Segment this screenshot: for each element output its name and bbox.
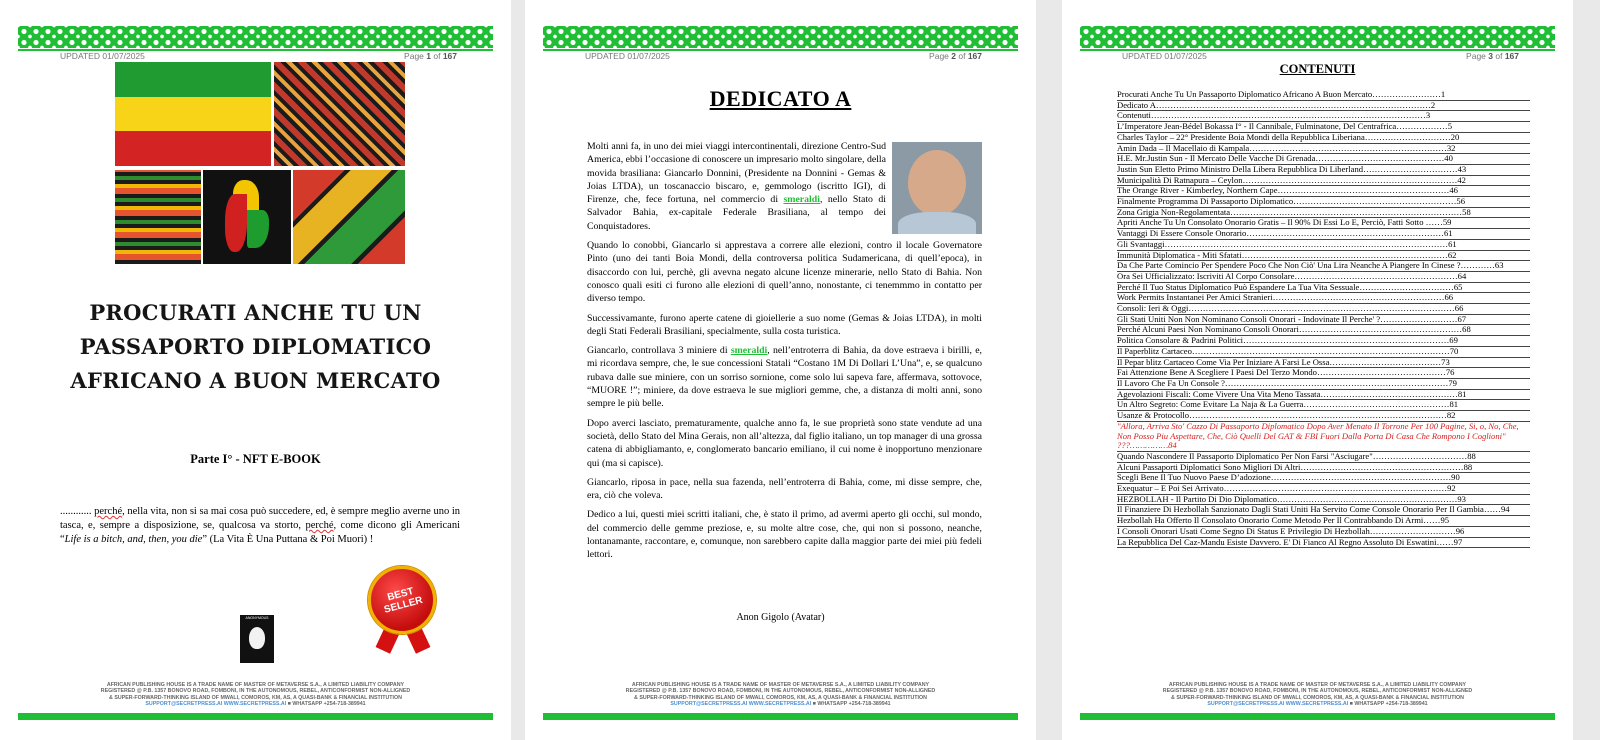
document-page-2	[525, 0, 1036, 740]
paragraph: Dopo averci lasciato, prematuramente, qualche anno fa, le sue proprietà sono state vendute ad una società, dello Stato del Mina Gerais, non all’altezza, dal figlio italiano, un top manager di una grossa catena di abbigliamanto, e, conglomerato bancario emiliano, il cui nome è inopportuno menzionare qui (ma si capisce).	[587, 417, 982, 469]
toc-entry[interactable]: Charles Taylor – 22° Presidente Boia Mondi della Repubblica Liberiana…………………………20	[1117, 133, 1530, 144]
toc-entry[interactable]: Il Paperblitz Cartaceo………………………………………………………………………………70	[1117, 347, 1530, 358]
toc-entry[interactable]: I Consoli Onorari Usati Come Segno Di Status E Privilegio Di Hezbollah…………………………96	[1117, 527, 1530, 538]
toc-entry[interactable]: Apriti Anche Tu Un Consolato Onorario Gratis – Il 90% Di Essi Lo E, Perciò, Fatti Sotto ……59	[1117, 218, 1530, 229]
toc-entry[interactable]: Hezbollah Ha Offerto Il Consolato Onorario Come Metodo Per Il Contrabbando Di Armi……95	[1117, 516, 1530, 527]
footer: AFRICAN PUBLISHING HOUSE IS A TRADE NAME OF MASTER OF METAVERSE S.A., A LIMITED LIABILITY COMPANY REGISTERED @ P.B. 1357 BONOVO ROAD, FOMBONI, IN THE AUTONOMOUS, REBEL, ANTICONFORMIST NON-ALLIGNED & SUPER-FORWARD-THINKING ISLAND OF MWALI, COMOROS, KM, AS, A QUASI-BANK & FINANCIAL INSTITUTION SUPPORT@SECRETPRESS.AI WWW.SECRETPRESS.AI ■ WHATSAPP +254-718-389941	[0, 682, 511, 707]
footer-line: AFRICAN PUBLISHING HOUSE IS A TRADE NAME OF MASTER OF METAVERSE S.A., A LIMITED LIABILITY COMPANY	[1168, 682, 1467, 688]
table-of-contents	[1117, 90, 1530, 548]
toc-entry[interactable]: Contenuti……………………………………………………………………………………3	[1117, 111, 1530, 122]
toc-entry[interactable]: Consoli: Ieri & Oggi…………………………………………………………………………………66	[1117, 304, 1530, 315]
toc-entry[interactable]: Agevolazioni Fiscali: Come Vivere Una Vita Meno Tassata…………………………………………81	[1117, 390, 1530, 401]
footer-bar	[1080, 713, 1555, 720]
toc-entry[interactable]: The Orange River - Kimberley, Northern Cape……………………………………………………46	[1117, 186, 1530, 197]
toc-entry[interactable]: Perché Il Tuo Status Diplomatico Può Espandere La Tua Vita Sessuale……………………………65	[1117, 283, 1530, 294]
page-number	[929, 51, 982, 61]
toc-entry[interactable]: Dedicato A……………………………………………………………………………………2	[1117, 101, 1530, 112]
kente-pattern	[115, 170, 201, 264]
africa-map-image	[203, 170, 291, 264]
page-total: 167	[1504, 51, 1519, 61]
footer-whatsapp: WHATSAPP +254-718-389941	[292, 700, 366, 707]
footer-line: REGISTERED @ P.B. 1357 BONOVO ROAD, FOMBONI, IN THE AUTONOMOUS, REBEL, ANTICONFORMIST NON-ALLIGNED	[1162, 688, 1473, 695]
toc-entry[interactable]: H.E. Mr.Justin Sun - Il Mercato Delle Vacche Di Grenada………………………………………40	[1117, 154, 1530, 165]
page-total: 167	[442, 51, 457, 61]
footer-line: & SUPER-FORWARD-THINKING ISLAND OF MWALI, COMOROS, KM, AS, A QUASI-BANK & FINANCIAL INSTITUTION	[109, 694, 402, 701]
page-label: Page	[1466, 51, 1489, 61]
toc-entry[interactable]: Usanze & Protocollo………………………………………………………………………………82	[1117, 411, 1530, 422]
header-border	[543, 26, 1018, 48]
anonymous-logo	[240, 615, 274, 663]
footer-line: & SUPER-FORWARD-THINKING ISLAND OF MWALI, COMOROS, KM, AS, A QUASI-BANK & FINANCIAL INSTITUTION	[1171, 694, 1464, 701]
toc-entry[interactable]: L’Imperatore Jean-Bédel Bokassa I° - Il Cannibale, Fulminatone, Del Centrafrica………………5	[1117, 122, 1530, 133]
footer-whatsapp: WHATSAPP +254-718-389941	[817, 700, 891, 707]
updated-date: UPDATED 01/07/2025	[60, 51, 145, 61]
toc-entry[interactable]: Da Che Parte Comincio Per Spendere Poco Che Non Ciò' Una Lira Neanche A Piangere In Cinese ?…………63	[1117, 261, 1530, 272]
toc-entry[interactable]: Politica Consolare & Padrini Politici………………………………………………………………69	[1117, 336, 1530, 347]
footer-whatsapp: WHATSAPP +254-718-389941	[1354, 700, 1428, 707]
footer-links[interactable]: SUPPORT@SECRETPRESS.AI WWW.SECRETPRESS.AI	[670, 700, 812, 707]
toc-entry[interactable]: Alcuni Passaporti Diplomatici Sono Migliori Di Altri…………………………………………………88	[1117, 463, 1530, 474]
book-part: Parte I° - NFT E-BOOK	[190, 452, 321, 466]
page-of: of	[1493, 51, 1505, 61]
document-page-1	[0, 0, 511, 740]
page-label: Page	[929, 51, 952, 61]
toc-entry[interactable]: Fai Attenzione Bene A Scegliere I Paesi Del Terzo Mondo………………………………………76	[1117, 368, 1530, 379]
paragraph: Dedico a lui, questi miei scritti italiani, che, è stato il primo, ad avermi aperto gli occhi, sul mondo, del commercio delle gemme preziose, e, su molte altre cose, che, qui non si possono, neanche, lontanamante, raccontare, e, comunque, non sarebbero capite dalla maggior parte dei miei più fedeli lettori.	[587, 509, 982, 561]
book-title: PROCURATI ANCHE TU UN PASSAPORTO DIPLOMATICO AFRICANO A BUON MERCATO	[70, 300, 441, 393]
page-number	[1466, 51, 1519, 61]
footer-bar	[543, 713, 1018, 720]
portrait-photo	[892, 142, 982, 234]
toc-entry[interactable]: Vantaggi Di Essere Console Onorario……………………………………………………………61	[1117, 229, 1530, 240]
toc-entry[interactable]: Exequatur – E Poi Sei Arrivato……………………………………………………………………92	[1117, 484, 1530, 495]
page-of: of	[431, 51, 443, 61]
paragraph: Quando lo conobbi, Giancarlo si apprestava a correre alle elezioni, contro il locale Governatore Pinto (uno dei tanti Boia Mondi, della controversa politica Sudamericana, di quell’epoca), in disaccordo con lui, perchè, gli avevna negato alcune licenze minerarie, nello Stato di Bahia. Non conosco quali esiti ci furono alle elezioni di quell’anno, nonostante, ci tenemmmo in contatto per diverso tempo.	[587, 240, 982, 305]
page-current: 2	[951, 51, 956, 61]
toc-entry[interactable]: Procurati Anche Tu Un Passaporto Diplomatico Africano A Buon Mercato……………………1	[1117, 90, 1530, 101]
toc-entry[interactable]: Zona Grigia Non-Regolamentata………………………………………………………………………58	[1117, 208, 1530, 219]
toc-entry[interactable]: Municipalità Di Ratnapura – Ceylon…………………………………………………………………42	[1117, 176, 1530, 187]
intro-paragraph: ............ perché, nella vita, non si sa mai cosa può succedere, ed, è sempre meglio averne uno in tasca, e, sempre a disposizione, se, qualcosa va storto, perché, come dicono gli Americani “Life is a bitch, and, then, you die” (La Vita È Una Puttana & Poi Muori) !	[60, 506, 460, 545]
footer-bar	[18, 713, 493, 720]
updated-date: UPDATED 01/07/2025	[1122, 51, 1207, 61]
toc-heading: CONTENUTI	[1279, 62, 1356, 76]
dedication-heading: DEDICATO A	[709, 86, 852, 111]
page-of: of	[956, 51, 968, 61]
toc-entry[interactable]: Gli Stati Uniti Non Non Nominano Consoli Onorari - Indovinate Il Perche' ?………………………67	[1117, 315, 1530, 326]
toc-entry[interactable]: Un Altro Segreto: Come Evitare La Naja & La Guerra……………………………………………81	[1117, 400, 1530, 411]
paragraph: Giancarlo, riposa in pace, nella sua fazenda, nell’entroterra di Bahia, come, mi disse sempre, che, era, ciò che voleva.	[587, 476, 982, 502]
page-total: 167	[967, 51, 982, 61]
ethiopian-flag	[115, 62, 271, 166]
toc-entry[interactable]: Perché Alcuni Paesi Non Nominano Consoli Onorari…………………………………………………68	[1117, 325, 1530, 336]
paragraph: Successivamante, furono aperte catene di gioiellerie a suo nome (Gemas & Joias LTDA), in molti degli Stati Federali Brasiliani, specialmente, sulla costa turistica.	[587, 312, 982, 337]
toc-entry[interactable]: Work Permits Instantanei Per Amici Stranieri……………………………………………………66	[1117, 293, 1530, 304]
toc-entry[interactable]: "Allora, Arriva Sto' Cazzo Di Passaporto Diplomatico Dopo Aver Menato Il Torrone Per 100 Pagine, Si, o, No, Che, Non Posso Piu Aspettare, Che, Ciò Quelli Del GAT & FBI Fuori Dalla Porta Di Casa Che Rompono I Coglioni" ???……………84	[1117, 422, 1530, 452]
paragraph: Giancarlo, controllava 3 miniere di smeraldi, nell’entroterra di Bahia, da dove estraeva i birilli, e, mi ricordava sempre, che, le sue concessioni Statali “Costano 1M Di Dollari L’Una”, e, se qualcuno rubava dalle sue miniere, con un sorriso sornione, come solo lui sapeva fare, affermava, sottovoce, “MUORE !”; miniere, da dove estraeva le sue migliori gemme, che, a distanza di molti anni, sono sempre le più belle.	[587, 345, 982, 410]
toc-entry[interactable]: Amin Dada – Il Macellaio di Kampala……………………………………………………………32	[1117, 144, 1530, 155]
toc-entry[interactable]: Scegli Bene Il Tuo Nuovo Paese D’adozione………………………………………………………90	[1117, 473, 1530, 484]
page-number	[404, 51, 457, 61]
header-border	[18, 26, 493, 48]
footer-line: AFRICAN PUBLISHING HOUSE IS A TRADE NAME OF MASTER OF METAVERSE S.A., A LIMITED LIABILITY COMPANY	[631, 682, 930, 688]
footer-links[interactable]: SUPPORT@SECRETPRESS.AI WWW.SECRETPRESS.AI	[145, 700, 287, 707]
footer-line: AFRICAN PUBLISHING HOUSE IS A TRADE NAME OF MASTER OF METAVERSE S.A., A LIMITED LIABILITY COMPANY	[106, 682, 405, 688]
footer-links[interactable]: SUPPORT@SECRETPRESS.AI WWW.SECRETPRESS.AI	[1207, 700, 1349, 707]
toc-entry[interactable]: Il Pepar blitz Cartaceo Come Via Per Iniziare A Farsi Le Ossa…………………………………73	[1117, 358, 1530, 369]
page-current: 1	[426, 51, 431, 61]
document-page-3	[1062, 0, 1573, 740]
footer: AFRICAN PUBLISHING HOUSE IS A TRADE NAME OF MASTER OF METAVERSE S.A., A LIMITED LIABILITY COMPANY REGISTERED @ P.B. 1357 BONOVO ROAD, FOMBONI, IN THE AUTONOMOUS, REBEL, ANTICONFORMIST NON-ALLIGNED & SUPER-FORWARD-THINKING ISLAND OF MWALI, COMOROS, KM, AS, A QUASI-BANK & FINANCIAL INSTITUTION SUPPORT@SECRETPRESS.AI WWW.SECRETPRESS.AI ■ WHATSAPP +254-718-389941	[525, 682, 1036, 707]
footer: AFRICAN PUBLISHING HOUSE IS A TRADE NAME OF MASTER OF METAVERSE S.A., A LIMITED LIABILITY COMPANY REGISTERED @ P.B. 1357 BONOVO ROAD, FOMBONI, IN THE AUTONOMOUS, REBEL, ANTICONFORMIST NON-ALLIGNED & SUPER-FORWARD-THINKING ISLAND OF MWALI, COMOROS, KM, AS, A QUASI-BANK & FINANCIAL INSTITUTION SUPPORT@SECRETPRESS.AI WWW.SECRETPRESS.AI ■ WHATSAPP +254-718-389941	[1062, 682, 1573, 707]
toc-entry[interactable]: Quando Nascondere Il Passaporto Diplomatico Per Non Farsi "Asciugare"……………………………88	[1117, 452, 1530, 463]
logo-text: ANONYMOUS	[245, 616, 269, 620]
toc-entry[interactable]: Finalmente Programma Di Passaporto Diplomatico…………………………………………………56	[1117, 197, 1530, 208]
dedication-body	[587, 140, 982, 568]
toc-entry[interactable]: Justin Sun Eletto Primo Ministro Della Libera Repubblica Di Liberland……………………………43	[1117, 165, 1530, 176]
updated-date: UPDATED 01/07/2025	[585, 51, 670, 61]
header-border	[1080, 26, 1555, 48]
footer-line: REGISTERED @ P.B. 1357 BONOVO ROAD, FOMBONI, IN THE AUTONOMOUS, REBEL, ANTICONFORMIST NON-ALLIGNED	[100, 688, 411, 695]
cover-image-collage	[115, 62, 405, 264]
page-current: 3	[1488, 51, 1493, 61]
toc-entry[interactable]: Il Lavoro Che Fa Un Console ?……………………………………………………………………79	[1117, 379, 1530, 390]
toc-entry[interactable]: Ora Sei Ufficializzato: Iscriviti Al Corpo Consolare…………………………………………………64	[1117, 272, 1530, 283]
toc-entry[interactable]: Immunità Diplomatica - Miti Sfatati………………………………………………………………62	[1117, 251, 1530, 262]
toc-entry[interactable]: Il Finanziere Di Hezbollah Sanzionato Dagli Stati Uniti Ha Servito Come Console Onorario Per Il Gambia……94	[1117, 505, 1530, 516]
toc-entry[interactable]: HEZBOLLAH - Il Partito Di Dio Diplomatico………………………………………………………93	[1117, 495, 1530, 506]
footer-line: & SUPER-FORWARD-THINKING ISLAND OF MWALI, COMOROS, KM, AS, A QUASI-BANK & FINANCIAL INSTITUTION	[634, 694, 927, 701]
signature: Anon Gigolo (Avatar)	[736, 612, 825, 623]
kente-pattern	[274, 62, 405, 166]
kente-pattern	[293, 170, 405, 264]
toc-entry[interactable]: Gli Svantaggi………………………………………………………………………………………61	[1117, 240, 1530, 251]
paragraph: Molti anni fa, in uno dei miei viaggi intercontinentali, direzione Centro-Sud America, ebbi l’occasione di conoscere un impresario molto singolare, della movida brasiliana: Giancarlo Donnini, (Presidente na Donnini - Gemas & Joias LTDA), un toscanaccio biscaro, e, gemmologo (iscritto IGI), di Firenze, che, fece fortuna, nel commercio di smeraldi, nello Stato di Salvador Bahia, ex-capitale Federale Brasiliana, al tempo dei Conquistadores.	[587, 140, 982, 233]
page-label: Page	[404, 51, 427, 61]
footer-line: REGISTERED @ P.B. 1357 BONOVO ROAD, FOMBONI, IN THE AUTONOMOUS, REBEL, ANTICONFORMIST NON-ALLIGNED	[625, 688, 936, 695]
best-seller-badge	[368, 566, 440, 638]
badge-text: BEST SELLER	[382, 585, 424, 616]
toc-entry[interactable]: La Repubblica Del Caz-Mandu Esiste Davvero. E' Di Fianco Al Regno Assoluto Di Eswatini……97	[1117, 538, 1530, 549]
